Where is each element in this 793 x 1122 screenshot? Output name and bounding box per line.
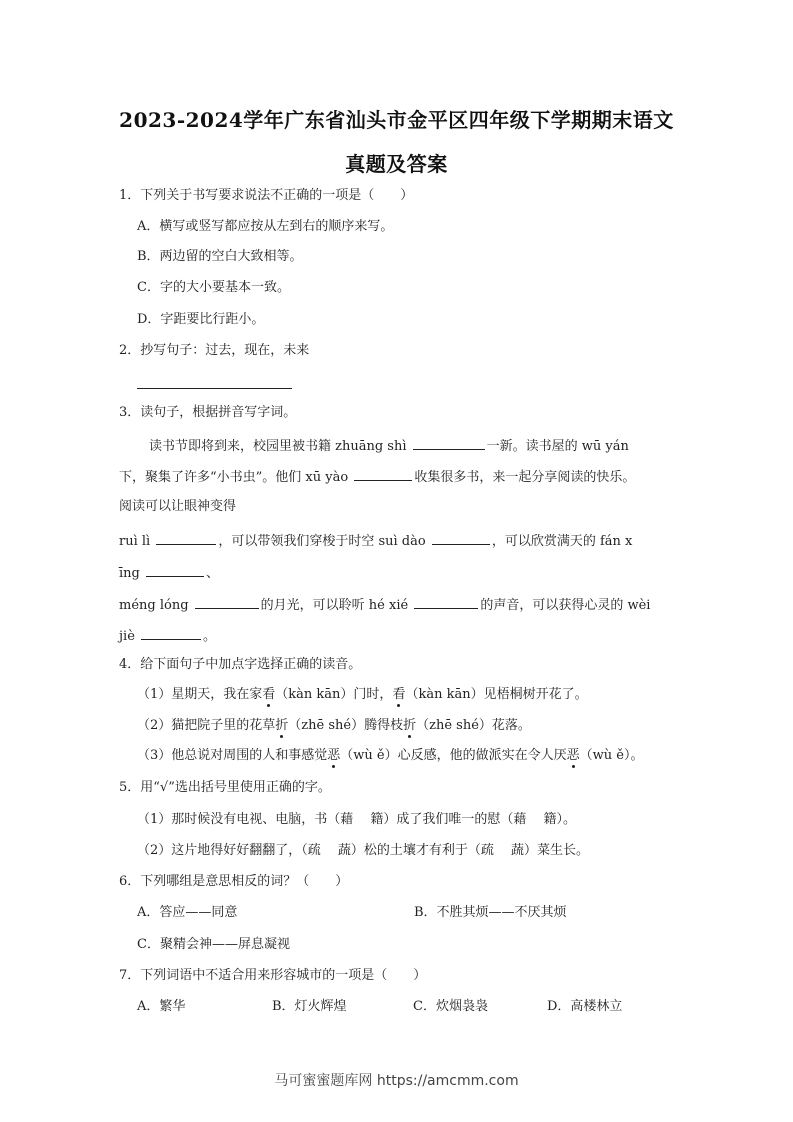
q4-text: （wù ě）心反感，他的做派实在令人厌: [340, 748, 567, 763]
q7-option-b: B．灯火辉煌: [272, 999, 347, 1014]
q4-dotted-char: 看: [392, 687, 406, 702]
q3-text: 收集很多书，来一起分享阅读的快乐。: [414, 470, 636, 485]
document-title-line2: 真题及答案: [345, 152, 448, 176]
q7-option-a: A．繁华: [137, 999, 186, 1014]
q4-sentence-2: [137, 717, 531, 735]
q4-text: （1）星期天，我在家: [137, 687, 263, 702]
q7-option-d: D．高楼林立: [547, 999, 623, 1014]
q7-stem: 7．下列词语中不适合用来形容城市的一项是（ ）: [119, 968, 427, 983]
q4-text: （wù ě）。: [579, 748, 644, 763]
q1-option-a: A．横写或竖写都应按从左到右的顺序来写。: [137, 219, 394, 234]
q3-para-line5: [119, 562, 219, 583]
q3-blank-hexie[interactable]: [414, 594, 478, 609]
q3-stem: 3．读句子，根据拼音写字词。: [119, 405, 297, 420]
q3-text: 的月光，可以聆听 hé xié: [260, 598, 409, 613]
q4-sentence-3: [137, 747, 643, 765]
q6-option-a: A．答应——同意: [137, 905, 238, 920]
q4-text: （zhē shé）花落。: [416, 718, 531, 733]
q5-sentence-2: （2）这片地得好好翻翻了，（疏 蔬）松的土壤才有利于（疏 蔬）菜生长。: [137, 843, 590, 858]
q3-text: ，可以带领我们穿梭于时空 suì dào: [218, 534, 426, 549]
q3-text: 、: [206, 566, 220, 581]
q3-text: 。: [203, 629, 217, 644]
q3-para-line3: 阅读可以让眼神变得: [119, 499, 237, 514]
q4-text: （2）猫把院子里的花草: [137, 718, 276, 733]
q3-blank-zhuangshi[interactable]: [413, 435, 485, 450]
q4-text: （zhē shé）腾得枝: [288, 718, 404, 733]
q3-text: jiè: [119, 629, 135, 644]
q6-option-b: B．不胜其烦——不厌其烦: [414, 905, 567, 920]
q3-para-line4: [119, 530, 632, 551]
q1-option-c: C．字的大小要基本一致。: [137, 280, 290, 295]
q4-stem: 4．给下面句子中加点字选择正确的读音。: [119, 657, 362, 672]
q3-para-line2: [119, 466, 635, 487]
q5-stem: 5．用“√”选出括号里使用正确的字。: [119, 780, 331, 795]
q3-text: ruì lì: [119, 534, 151, 549]
q4-dotted-char: 看: [262, 687, 276, 702]
q3-text: méng lóng: [119, 598, 189, 613]
q3-text: 的声音，可以获得心灵的 wèi: [480, 598, 651, 613]
q4-dotted-char: 恶: [566, 748, 580, 763]
q4-dotted-char: 恶: [327, 748, 341, 763]
q4-text: （kàn kān）见梧桐树开花了。: [405, 687, 588, 702]
q3-blank-ruili[interactable]: [156, 530, 216, 545]
q3-para-line7: [119, 625, 216, 646]
q3-blank-menglong[interactable]: [195, 594, 259, 609]
q1-option-b: B．两边留的空白大致相等。: [137, 249, 303, 264]
q3-blank-xuyao[interactable]: [354, 466, 412, 481]
q4-dotted-char: 折: [275, 718, 289, 733]
document-title-line1: 2023-2024学年广东省汕头市金平区四年级下学期期末语文: [119, 108, 674, 132]
q4-sentence-1: [137, 686, 588, 704]
q3-text: 一新。读书屋的 wū yán: [486, 439, 629, 454]
q3-blank-weijie[interactable]: [141, 625, 201, 640]
q7-option-c: C．炊烟袅袅: [413, 999, 488, 1014]
q3-para-line6: [119, 594, 650, 615]
q6-stem: 6．下列哪组是意思相反的词？（ ）: [119, 874, 349, 889]
q3-text: ，可以欣赏满天的 fán x: [491, 534, 633, 549]
q3-para-line1: [149, 435, 629, 456]
q3-text: 下，聚集了许多“小书虫”。他们 xū yào: [119, 470, 349, 485]
q6-option-c: C．聚精会神——屏息凝视: [137, 937, 290, 952]
q5-sentence-1: （1）那时候没有电视、电脑，书（藉 籍）成了我们唯一的慰（藉 籍）。: [137, 812, 577, 827]
q4-dotted-char: 折: [403, 718, 417, 733]
q4-text: （kàn kān）门时，: [275, 687, 393, 702]
q4-text: （3）他总说对周围的人和事感觉: [137, 748, 328, 763]
q3-blank-suidao[interactable]: [432, 530, 490, 545]
q3-text: īng: [119, 566, 140, 581]
q1-stem: 1．下列关于书写要求说法不正确的一项是（ ）: [119, 188, 414, 203]
q1-option-d: D．字距要比行距小。: [137, 312, 265, 327]
site-footer: 马可蜜蜜题库网 https://amcmm.com: [274, 1073, 519, 1089]
q3-blank-fanxing[interactable]: [146, 562, 204, 577]
q2-answer-line: [137, 388, 292, 389]
q3-text: 读书节即将到来，校园里被书籍 zhuāng shì: [149, 439, 407, 454]
q2-stem: 2．抄写句子：过去，现在，未来: [119, 343, 310, 358]
